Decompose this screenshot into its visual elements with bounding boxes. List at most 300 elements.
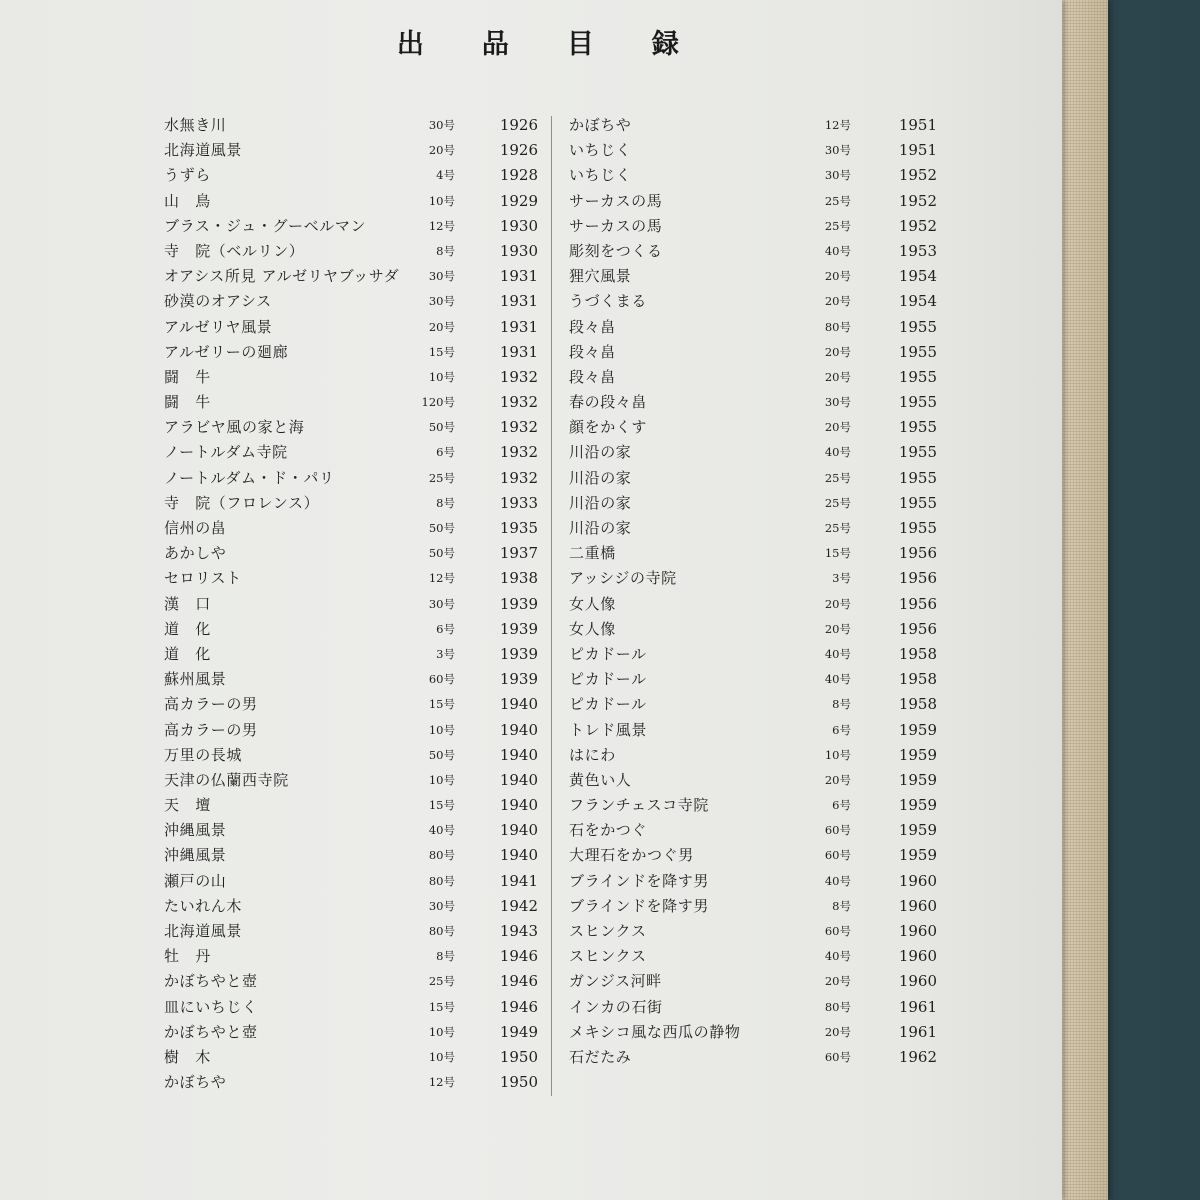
catalog-entry [150,768,550,793]
entry-title: かぼちや [164,1073,227,1092]
entry-title: 顔をかくす [569,418,648,437]
entry-size: 50号 [428,747,455,762]
entry-title: 牡 丹 [164,947,211,966]
catalog-entry [150,541,550,566]
entry-year: 1930 [499,241,538,260]
entry-size: 30号 [428,898,455,913]
entry-year: 1946 [499,972,538,991]
entry-title: 大理石をかつぐ男 [569,846,694,865]
entry-size: 40号 [824,646,851,661]
catalog-entry [150,516,550,541]
entry-year: 1961 [898,997,937,1016]
entry-title: セロリスト [164,569,242,588]
entry-size: 20号 [824,1024,851,1039]
catalog-entry [555,214,945,239]
catalog-entry [555,919,945,944]
catalog-entry [150,566,550,591]
catalog-entry [555,340,945,365]
catalog-entry [555,642,945,667]
entry-size: 10号 [428,1024,455,1039]
catalog-entry [150,869,550,894]
catalog-entry [555,163,945,188]
entry-year: 1956 [898,619,937,638]
entry-year: 1940 [499,720,538,739]
entry-size: 12号 [428,1075,455,1090]
entry-year: 1959 [898,720,937,739]
entry-size: 15号 [428,999,455,1014]
catalog-entry [555,516,945,541]
entry-size: 15号 [824,546,851,561]
entry-year: 1949 [499,1022,538,1041]
entry-year: 1958 [898,644,937,663]
entry-title: 女人像 [569,594,616,613]
entry-size: 40号 [824,445,851,460]
entry-year: 1931 [499,342,538,361]
entry-title: 信州の畠 [164,519,227,537]
entry-size: 12号 [428,571,455,586]
entry-size: 25号 [824,521,851,535]
entry-title: かぼちやと壺 [164,972,258,991]
catalog-entry [555,592,945,617]
entry-year: 1956 [898,544,937,563]
entry-year: 1955 [898,393,937,412]
entry-size: 120号 [421,395,455,410]
entry-title: 山 鳥 [164,191,211,210]
entry-size: 20号 [824,294,851,309]
entry-size: 10号 [428,193,455,208]
entry-year: 1940 [499,695,538,714]
entry-year: 1955 [898,342,937,361]
catalog-entry [555,264,945,289]
entry-year: 1926 [499,116,538,134]
column-divider [551,116,552,1096]
entry-title: はにわ [569,745,616,764]
catalog-entry [555,541,945,566]
entry-size: 20号 [824,772,851,787]
entry-title: 漢 口 [164,594,211,613]
catalog-entry [150,138,550,163]
entry-title: いちじく [569,166,632,185]
entry-year: 1932 [499,393,538,412]
entry-year: 1942 [499,896,538,915]
entry-title: ピカドール [569,644,647,663]
entry-year: 1929 [499,191,538,210]
catalog-entry [555,667,945,692]
catalog-entry [555,315,945,340]
entry-size: 80号 [428,873,455,888]
entry-year: 1951 [898,116,937,134]
entry-year: 1938 [499,569,538,588]
entry-year: 1955 [898,519,937,537]
entry-year: 1955 [898,317,937,336]
entry-title: 水無き川 [164,116,227,134]
entry-title: いちじく [569,141,632,160]
entry-year: 1933 [499,493,538,512]
entry-year: 1931 [499,267,538,286]
entry-title: 川沿の家 [569,443,632,462]
entry-title: 高カラーの男 [164,695,258,714]
entry-year: 1931 [499,292,538,311]
entry-size: 20号 [824,344,851,359]
entry-size: 60号 [824,823,851,838]
entry-size: 3号 [832,571,851,586]
catalog-entry [150,113,550,138]
catalog-entry [150,315,550,340]
entry-year: 1939 [499,594,538,613]
entry-year: 1940 [499,846,538,865]
entry-year: 1955 [898,443,937,462]
entry-size: 30号 [428,118,455,132]
entry-size: 20号 [824,621,851,636]
catalog-entry [150,390,550,415]
entry-title: ピカドール [569,670,647,689]
entry-year: 1931 [499,317,538,336]
catalog-entry [555,390,945,415]
entry-size: 30号 [428,596,455,611]
entry-size: 15号 [428,798,455,813]
entry-title: 寺 院（ベルリン） [164,241,305,260]
entry-size: 25号 [824,193,851,208]
catalog-entry [555,743,945,768]
catalog-entry [150,894,550,919]
catalog-entry [150,189,550,214]
catalog-entry [555,768,945,793]
entry-title: 石をかつぐ [569,821,648,840]
entry-title: メキシコ風な西瓜の静物 [569,1022,741,1041]
entry-title: アルゼリーの廻廊 [164,342,289,361]
entry-size: 30号 [428,294,455,309]
entry-size: 60号 [824,1049,851,1064]
catalog-entry [150,1045,550,1070]
entry-title: うづくまる [569,292,648,311]
entry-year: 1955 [898,418,937,437]
catalog-entry [150,617,550,642]
catalog-entry [555,869,945,894]
entry-year: 1959 [898,770,937,789]
entry-title: アルゼリヤ風景 [164,317,273,336]
entry-size: 80号 [428,848,455,863]
entry-year: 1937 [499,544,538,563]
entry-year: 1952 [898,216,937,235]
entry-year: 1960 [898,972,937,991]
entry-title: 道 化 [164,619,211,638]
catalog-entry [555,491,945,516]
catalog-entry [555,138,945,163]
entry-year: 1952 [898,191,937,210]
entry-title: たいれん木 [164,896,243,915]
entry-year: 1932 [499,468,538,487]
entry-title: 道 化 [164,644,211,663]
entry-title: インカの石街 [569,997,663,1016]
catalog-entry [555,239,945,264]
entry-title: 彫刻をつくる [569,241,663,260]
page-title: 出 品 目 録 [396,29,704,60]
entry-year: 1961 [898,1022,937,1041]
entry-year: 1956 [898,569,937,588]
entry-year: 1932 [499,443,538,462]
entry-year: 1940 [499,821,538,840]
entry-title: 天 壇 [164,796,211,815]
catalog-entry [555,969,945,994]
entry-size: 8号 [436,949,455,964]
entry-title: サーカスの馬 [569,216,663,235]
entry-size: 4号 [436,168,455,183]
catalog-entry [150,969,550,994]
entry-year: 1930 [499,216,538,235]
entry-year: 1960 [898,871,937,890]
catalog-entry [150,440,550,465]
entry-year: 1952 [898,166,937,185]
entry-size: 8号 [832,898,851,913]
catalog-entry [555,793,945,818]
entry-year: 1955 [898,493,937,512]
entry-title: 皿にいちじく [164,997,258,1016]
catalog-entry [555,718,945,743]
entry-year: 1954 [898,267,937,286]
catalog-entry [555,440,945,465]
entry-size: 12号 [824,118,851,132]
catalog-entry [150,163,550,188]
catalog-entry [150,843,550,868]
entry-size: 10号 [428,1049,455,1064]
catalog-entry [150,340,550,365]
entry-size: 50号 [428,521,455,535]
entry-title: 黄色い人 [569,770,632,789]
entry-size: 10号 [428,369,455,384]
entry-size: 80号 [428,924,455,938]
catalog-entry [555,365,945,390]
entry-title: トレド風景 [569,720,648,739]
entry-size: 30号 [428,269,455,284]
entry-title: ブラインドを降す男 [569,896,709,915]
entry-year: 1958 [898,695,937,714]
entry-size: 20号 [824,369,851,384]
entry-size: 20号 [824,596,851,611]
entry-title: 段々畠 [569,367,616,386]
entry-size: 15号 [428,344,455,359]
entry-year: 1926 [499,141,538,160]
entry-year: 1946 [499,947,538,966]
entry-year: 1932 [499,367,538,386]
entry-size: 25号 [824,470,851,485]
catalog-entry [555,692,945,717]
entry-title: ガンジス河畔 [569,972,662,991]
catalog-entry [150,592,550,617]
entry-title: 闘 牛 [164,367,211,386]
entry-title: あかしや [164,544,227,563]
entry-title: アラビヤ風の家と海 [164,418,305,437]
catalog-entry [555,894,945,919]
entry-title: フランチェスコ寺院 [569,796,709,815]
catalog-entry [150,466,550,491]
entry-title: かぼちや [569,116,632,134]
entry-year: 1940 [499,796,538,815]
catalog-entry [555,415,945,440]
catalog-column-right [555,113,945,1070]
entry-size: 6号 [436,445,455,460]
catalog-entry [150,289,550,314]
entry-year: 1951 [898,141,937,160]
catalog-entry [150,415,550,440]
entry-size: 20号 [824,420,851,435]
entry-year: 1956 [898,594,937,613]
entry-size: 10号 [824,747,851,762]
entry-size: 80号 [824,319,851,334]
entry-size: 8号 [436,243,455,258]
entry-size: 20号 [428,319,455,334]
entry-title: 天津の仏蘭西寺院 [164,770,289,789]
entry-size: 50号 [428,546,455,561]
entry-year: 1958 [898,670,937,689]
entry-year: 1946 [499,997,538,1016]
catalog-entry [150,818,550,843]
entry-year: 1960 [898,896,937,915]
catalog-entry [555,289,945,314]
catalog-entry [150,1020,550,1045]
entry-size: 60号 [824,848,851,863]
entry-title: スヒンクス [569,947,647,966]
entry-title: 二重橋 [569,544,616,563]
entry-size: 30号 [824,143,851,158]
entry-size: 3号 [436,646,455,661]
catalog-entry [555,995,945,1020]
entry-year: 1939 [499,670,538,689]
entry-size: 50号 [428,420,455,435]
entry-year: 1932 [499,418,538,437]
catalog-entry [150,743,550,768]
catalog-entry [555,617,945,642]
entry-title: 寺 院（フロレンス） [164,493,320,512]
entry-year: 1928 [499,166,538,185]
entry-size: 6号 [832,722,851,737]
catalog-entry [150,264,550,289]
entry-title: 蘇州風景 [164,670,227,689]
entry-title: 闘 牛 [164,393,211,412]
entry-title: 沖縄風景 [164,846,227,865]
entry-title: 樹 木 [164,1047,211,1066]
entry-size: 15号 [428,697,455,712]
catalog-entry [150,214,550,239]
entry-year: 1950 [499,1047,538,1066]
entry-size: 12号 [428,218,455,233]
entry-title: ブラインドを降す男 [569,871,709,890]
entry-title: うずら [164,166,211,185]
entry-year: 1959 [898,821,937,840]
entry-size: 25号 [428,470,455,485]
entry-title: アッシジの寺院 [569,569,677,588]
entry-title: 北海道風景 [164,141,243,160]
entry-year: 1941 [499,871,538,890]
entry-size: 40号 [824,243,851,258]
entry-size: 40号 [824,949,851,964]
entry-title: 段々畠 [569,317,616,336]
catalog-entry [555,1020,945,1045]
catalog-entry [555,566,945,591]
catalog-entry [150,365,550,390]
entry-title: オアシス所見 アルゼリヤブッサダ [164,267,400,286]
catalog-entry [150,793,550,818]
entry-size: 40号 [428,823,455,838]
entry-year: 1959 [898,846,937,865]
entry-title: 川沿の家 [569,468,632,487]
catalog-entry [150,995,550,1020]
entry-size: 8号 [436,495,455,510]
entry-size: 6号 [832,798,851,813]
entry-year: 1953 [898,241,937,260]
entry-year: 1939 [499,619,538,638]
catalog-entry [555,1045,945,1070]
entry-size: 10号 [428,772,455,787]
entry-size: 60号 [428,672,455,687]
entry-size: 25号 [428,974,455,989]
entry-title: 石だたみ [569,1047,632,1066]
catalog-entry [555,944,945,969]
entry-title: 北海道風景 [164,922,243,940]
entry-title: 川沿の家 [569,519,632,537]
catalog-column-left [150,113,550,1095]
catalog-entry [150,692,550,717]
entry-size: 60号 [824,924,851,938]
entry-size: 30号 [824,168,851,183]
entry-year: 1935 [499,519,538,537]
entry-title: 瀬戸の山 [164,871,227,890]
entry-size: 80号 [824,999,851,1014]
entry-year: 1950 [499,1073,538,1092]
catalog-entry [150,642,550,667]
catalog-entry [555,189,945,214]
catalog-entry [150,919,550,944]
entry-size: 8号 [832,697,851,712]
entry-size: 20号 [428,143,455,158]
entry-title: 女人像 [569,619,616,638]
entry-year: 1943 [499,922,538,940]
catalog-entry [555,818,945,843]
entry-size: 40号 [824,672,851,687]
catalog-entry [150,944,550,969]
catalog-entry [150,1070,550,1095]
entry-size: 10号 [428,722,455,737]
entry-title: 春の段々畠 [569,393,648,412]
entry-year: 1960 [898,947,937,966]
entry-size: 20号 [824,974,851,989]
entry-year: 1960 [898,922,937,940]
entry-year: 1940 [499,770,538,789]
entry-year: 1959 [898,745,937,764]
entry-title: 高カラーの男 [164,720,258,739]
entry-size: 20号 [824,269,851,284]
entry-title: ノートルダム・ド・パリ [164,468,335,487]
catalog-entry [555,113,945,138]
entry-title: サーカスの馬 [569,191,663,210]
entry-size: 30号 [824,395,851,410]
entry-year: 1939 [499,644,538,663]
entry-title: ブラス・ジュ・グーベルマン [164,216,367,235]
catalog-entry [150,491,550,516]
entry-title: 川沿の家 [569,493,632,512]
entry-year: 1959 [898,796,937,815]
catalog-entry [555,843,945,868]
catalog-entry [150,718,550,743]
entry-title: ピカドール [569,695,647,714]
catalog-entry [555,466,945,491]
entry-year: 1955 [898,468,937,487]
catalog-entry [150,667,550,692]
catalog-entry [150,239,550,264]
entry-year: 1940 [499,745,538,764]
entry-title: ノートルダム寺院 [164,443,288,462]
entry-title: かぼちやと壺 [164,1022,258,1041]
entry-size: 6号 [436,621,455,636]
